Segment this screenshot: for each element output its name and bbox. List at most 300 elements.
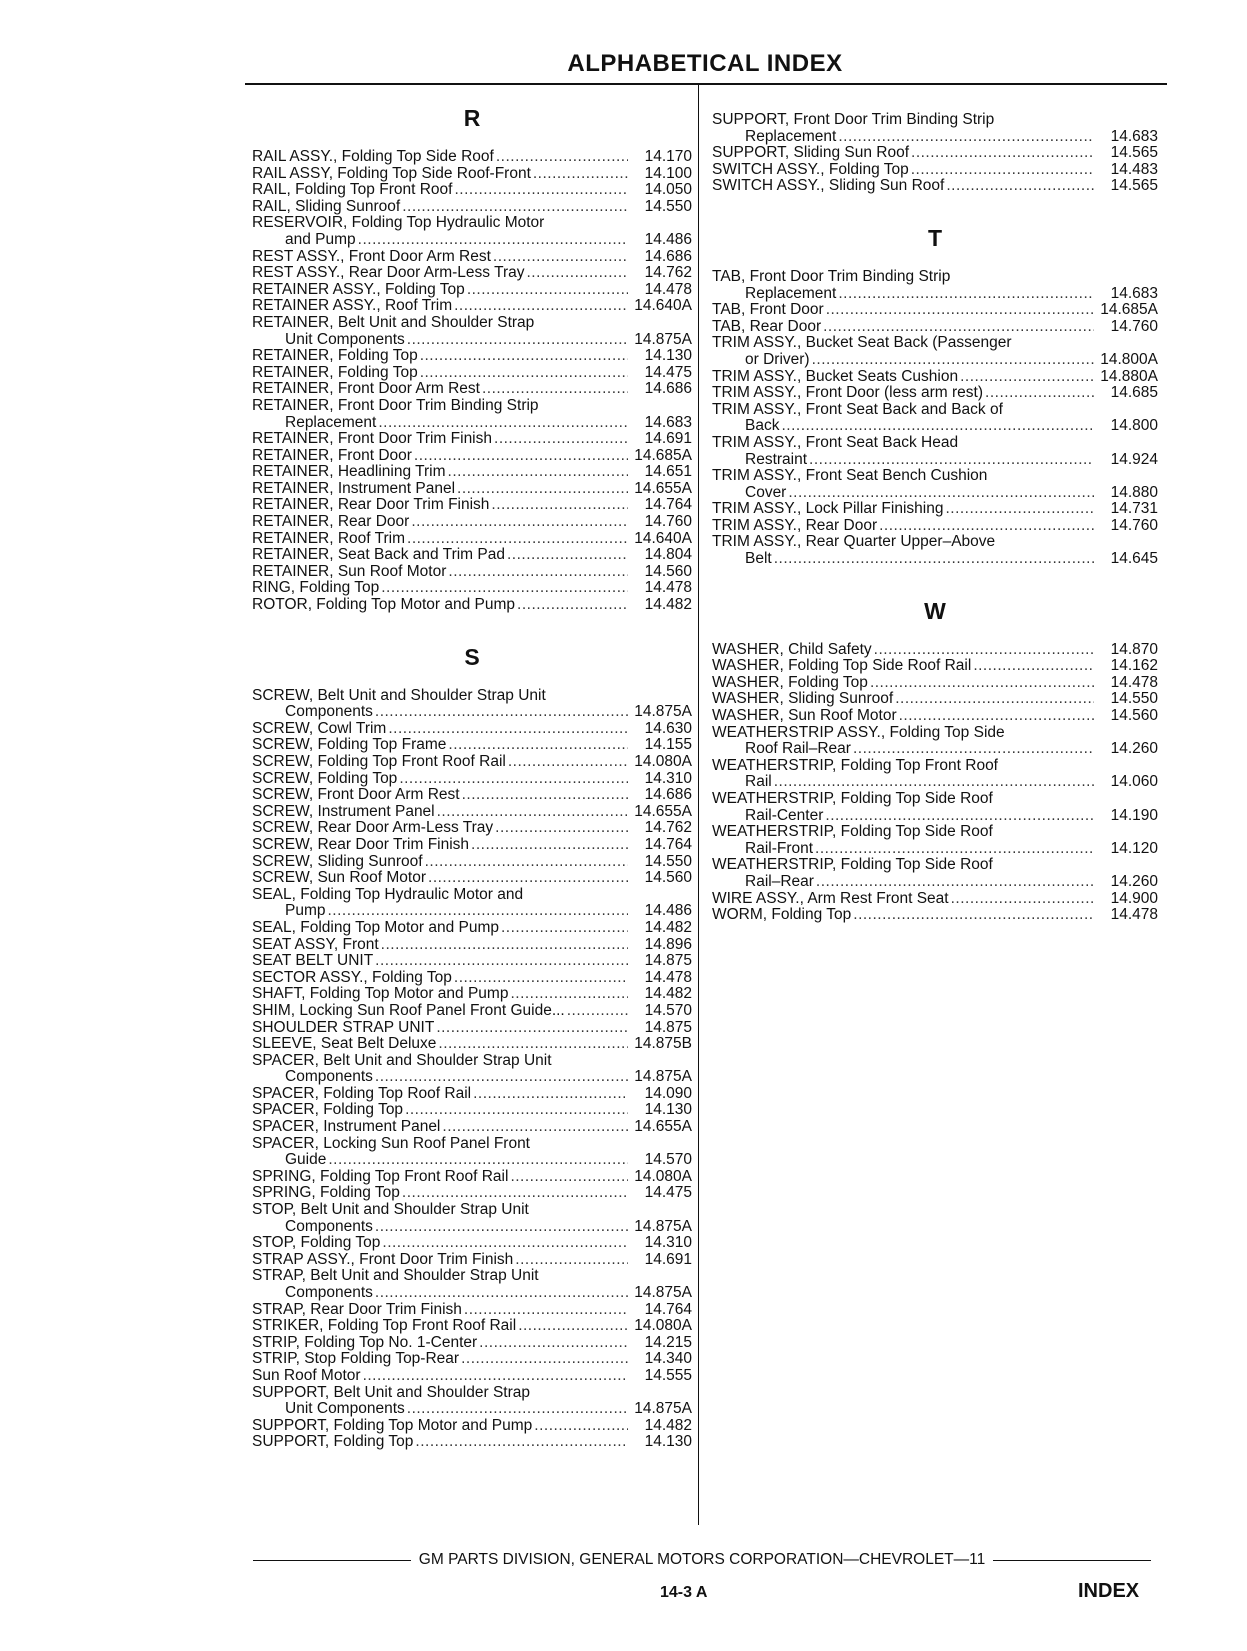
entry-label: SCREW, Sun Roof Motor xyxy=(252,869,427,887)
dot-leader xyxy=(381,580,628,597)
dot-leader xyxy=(457,481,628,498)
entry-label: RETAINER ASSY., Folding Top xyxy=(252,280,465,298)
entry-label: RETAINER, Front Door Trim Finish xyxy=(252,430,493,448)
dot-leader xyxy=(381,937,628,954)
dot-leader xyxy=(518,1318,628,1335)
entry-page-ref: 14.170 xyxy=(644,148,692,165)
entry-page-ref: 14.691 xyxy=(644,430,692,448)
entry-label: SEAT ASSY, Front xyxy=(252,935,379,953)
entry-page-ref: 14.080A xyxy=(634,753,692,770)
dot-leader xyxy=(853,907,1094,924)
right-column xyxy=(712,112,1158,924)
entry-label: WEATHERSTRIP, Folding Top Side Roof xyxy=(712,857,993,874)
entry-label: SPACER, Folding Top xyxy=(252,1101,404,1119)
index-entry xyxy=(252,481,692,498)
entry-label-continuation: Guide xyxy=(285,1151,327,1169)
index-entry xyxy=(712,824,1158,857)
entry-label: SCREW, Cowl Trim xyxy=(252,719,387,737)
entry-label: SWITCH ASSY., Folding Top xyxy=(712,160,909,178)
entry-label: TRIM ASSY., Bucket Seat Back (Passenger xyxy=(712,335,1012,352)
section-letter: S xyxy=(464,643,480,670)
entry-row xyxy=(252,1318,692,1335)
dot-leader xyxy=(407,531,628,548)
entry-row xyxy=(252,737,692,754)
index-entry xyxy=(712,658,1158,675)
index-entry xyxy=(252,564,692,581)
dot-leader xyxy=(402,1185,628,1202)
entry-label-continuation: Components xyxy=(285,1217,373,1235)
entry-page-ref: 14.686 xyxy=(644,380,692,398)
index-entry xyxy=(252,754,692,771)
entry-page-ref: 14.731 xyxy=(1110,500,1158,518)
left-column xyxy=(252,103,692,1451)
entry-page-ref: 14.260 xyxy=(1110,740,1158,758)
index-entry xyxy=(252,920,692,937)
dot-leader xyxy=(508,754,628,771)
dot-leader xyxy=(853,741,1094,758)
entry-label: SUPPORT, Sliding Sun Roof xyxy=(712,144,910,162)
index-entry xyxy=(252,787,692,804)
dot-leader xyxy=(382,1235,628,1252)
entry-label: RETAINER, Folding Top xyxy=(252,363,418,381)
entry-label: REST ASSY., Front Door Arm Rest xyxy=(252,247,491,265)
entry-row xyxy=(252,1119,692,1136)
entry-page-ref: 14.683 xyxy=(1110,127,1158,145)
dot-leader xyxy=(951,891,1094,908)
index-entry xyxy=(712,112,1158,145)
entry-label: SCREW, Sliding Sunroof xyxy=(252,852,423,870)
dot-leader xyxy=(567,1003,628,1020)
dot-leader xyxy=(436,1020,628,1037)
entry-page-ref: 14.880 xyxy=(1110,483,1158,501)
index-entry xyxy=(712,758,1158,791)
index-entry xyxy=(252,1252,692,1269)
entry-row xyxy=(712,129,1158,146)
index-entry xyxy=(252,854,692,871)
index-entry xyxy=(252,282,692,299)
footer-publisher-line xyxy=(253,1551,1151,1569)
dot-leader xyxy=(448,737,628,754)
index-entry xyxy=(712,435,1158,468)
entry-page-ref: 14.080A xyxy=(634,1317,692,1335)
dot-leader xyxy=(491,497,628,514)
index-entry xyxy=(712,269,1158,302)
entry-page-ref: 14.683 xyxy=(1110,284,1158,302)
entry-label: SPRING, Folding Top Front Roof Rail xyxy=(252,1167,509,1185)
dot-leader xyxy=(414,448,628,465)
entry-label: TAB, Rear Door xyxy=(712,317,822,335)
entry-label: SEAT BELT UNIT xyxy=(252,952,374,970)
dot-leader xyxy=(495,820,628,837)
entry-label-continuation: Components xyxy=(285,703,373,721)
index-entry xyxy=(252,1086,692,1103)
index-entry xyxy=(252,1202,692,1235)
entry-page-ref: 14.645 xyxy=(1110,550,1158,568)
dot-leader xyxy=(402,199,628,216)
index-entry xyxy=(252,1053,692,1086)
entry-page-ref: 14.482 xyxy=(644,918,692,936)
dot-leader xyxy=(812,352,1094,369)
entry-page-ref: 14.685 xyxy=(1110,384,1158,402)
dot-leader xyxy=(461,1351,628,1368)
entry-label: STRAP, Rear Door Trim Finish xyxy=(252,1300,462,1318)
dot-leader xyxy=(375,1219,628,1236)
entry-row xyxy=(252,149,692,166)
dot-leader xyxy=(448,564,628,581)
index-entry xyxy=(252,937,692,954)
index-entry xyxy=(252,1368,692,1385)
dot-leader xyxy=(454,182,628,199)
entry-page-ref: 14.764 xyxy=(644,835,692,853)
entry-page-ref: 14.875B xyxy=(634,1035,692,1053)
footer-rule-left xyxy=(253,1560,411,1561)
entry-label-continuation: Rail-Front xyxy=(745,839,814,857)
entry-label: SCREW, Folding Top Frame xyxy=(252,736,447,754)
index-entry xyxy=(712,501,1158,518)
entry-label-continuation: and Pump xyxy=(285,230,356,248)
entry-page-ref: 14.478 xyxy=(1110,906,1158,924)
entry-label: STRAP, Belt Unit and Shoulder Strap Unit xyxy=(252,1268,539,1285)
dot-leader xyxy=(527,265,629,282)
section-letter: R xyxy=(463,105,481,131)
entry-label-continuation: Replacement xyxy=(285,413,377,431)
entry-page-ref: 14.260 xyxy=(1110,872,1158,890)
entry-row xyxy=(252,1418,692,1435)
entry-row xyxy=(252,986,692,1003)
entry-label: RETAINER, Roof Trim xyxy=(252,529,406,547)
entry-row xyxy=(252,953,692,970)
entry-row xyxy=(252,754,692,771)
entry-label: REST ASSY., Rear Door Arm-Less Tray xyxy=(252,264,525,282)
index-entry xyxy=(252,1318,692,1335)
index-entry xyxy=(252,497,692,514)
entry-row xyxy=(252,1252,692,1269)
entry-page-ref: 14.565 xyxy=(1110,144,1158,162)
entry-row xyxy=(252,531,692,548)
index-entry xyxy=(252,547,692,564)
dot-leader xyxy=(838,286,1094,303)
dot-leader xyxy=(358,232,628,249)
entry-row xyxy=(712,385,1158,402)
index-entry xyxy=(252,870,692,887)
dot-leader xyxy=(411,514,628,531)
entry-label: WASHER, Folding Top Side Roof Rail xyxy=(712,657,972,675)
entry-label: RETAINER, Sun Roof Motor xyxy=(252,562,447,580)
entry-row xyxy=(252,771,692,788)
index-entry xyxy=(252,215,692,248)
entry-page-ref: 14.875 xyxy=(644,1018,692,1036)
entry-label: RAIL ASSY, Folding Top Side Roof-Front xyxy=(252,164,531,182)
entry-page-ref: 14.100 xyxy=(644,164,692,182)
entry-row xyxy=(712,452,1158,469)
entry-label-continuation: Roof Rail–Rear xyxy=(745,740,851,758)
entry-page-ref: 14.478 xyxy=(644,280,692,298)
entry-page-ref: 14.875 xyxy=(644,952,692,970)
entry-label: WEATHERSTRIP, Folding Top Side Roof xyxy=(712,791,993,807)
entry-label-continuation: Rail-Center xyxy=(745,806,824,824)
entry-page-ref: 14.762 xyxy=(644,819,692,837)
index-entry xyxy=(712,369,1158,386)
entry-row xyxy=(712,774,1158,791)
entry-label: RAIL ASSY., Folding Top Side Roof xyxy=(252,148,494,165)
entry-page-ref: 14.691 xyxy=(644,1250,692,1268)
index-entry xyxy=(252,1136,692,1169)
entry-row xyxy=(712,808,1158,825)
entry-page-ref: 14.478 xyxy=(1110,673,1158,691)
entry-page-ref: 14.630 xyxy=(644,719,692,737)
section-letter: T xyxy=(927,224,943,251)
entry-page-ref: 14.190 xyxy=(1110,806,1158,824)
index-entry xyxy=(252,1302,692,1319)
entry-row xyxy=(252,1401,692,1418)
entry-label: SLEEVE, Seat Belt Deluxe xyxy=(252,1035,437,1053)
entry-row xyxy=(252,564,692,581)
index-entry xyxy=(252,1102,692,1119)
entry-page-ref: 14.685A xyxy=(1100,301,1158,319)
dot-leader xyxy=(375,953,628,970)
entry-row xyxy=(252,448,692,465)
entry-label: RETAINER, Front Door Trim Binding Strip xyxy=(252,397,539,414)
entry-label: SEAL, Folding Top Motor and Pump xyxy=(252,918,499,936)
index-entry xyxy=(712,335,1158,368)
entry-page-ref: 14.800 xyxy=(1110,417,1158,435)
entry-label-continuation: Rail–Rear xyxy=(745,872,814,890)
entry-row xyxy=(252,580,692,597)
entry-page-ref: 14.800A xyxy=(1100,350,1158,368)
entry-row xyxy=(252,348,692,365)
entry-page-ref: 14.483 xyxy=(1110,160,1158,178)
dot-leader xyxy=(425,854,628,871)
entry-label: WEATHERSTRIP ASSY., Folding Top Side xyxy=(712,724,1005,741)
entry-page-ref: 14.924 xyxy=(1110,450,1158,468)
entry-page-ref: 14.550 xyxy=(644,852,692,870)
entry-page-ref: 14.120 xyxy=(1110,839,1158,857)
entry-page-ref: 14.060 xyxy=(1110,773,1158,791)
dot-leader xyxy=(911,162,1094,179)
entry-label: SPACER, Instrument Panel xyxy=(252,1118,441,1136)
entry-page-ref: 14.764 xyxy=(644,496,692,514)
entry-label: WASHER, Sliding Sunroof xyxy=(712,690,894,708)
index-entry xyxy=(252,580,692,597)
entry-page-ref: 14.875A xyxy=(634,703,692,721)
dot-leader xyxy=(482,381,628,398)
section-gap xyxy=(712,568,1158,596)
entry-label: WASHER, Sun Roof Motor xyxy=(712,707,897,725)
entry-row xyxy=(252,903,692,920)
dot-leader xyxy=(328,1152,628,1169)
index-entry xyxy=(712,178,1158,195)
index-entry xyxy=(712,162,1158,179)
entry-row xyxy=(712,741,1158,758)
entry-page-ref: 14.875A xyxy=(634,1284,692,1301)
entry-page-ref: 14.565 xyxy=(1110,177,1158,195)
entry-row xyxy=(712,907,1158,924)
dot-leader xyxy=(501,920,628,937)
entry-label: WASHER, Folding Top xyxy=(712,673,868,691)
entry-page-ref: 14.340 xyxy=(644,1350,692,1368)
index-entry xyxy=(252,182,692,199)
entry-label: SHIM, Locking Sun Roof Panel Front Guide... xyxy=(252,1001,565,1019)
dot-leader xyxy=(467,282,628,299)
dot-leader xyxy=(825,808,1094,825)
entry-row xyxy=(712,691,1158,708)
index-entry xyxy=(252,249,692,266)
section-letter: W xyxy=(924,597,946,624)
index-entry xyxy=(252,1036,692,1053)
dot-leader xyxy=(473,1086,628,1103)
entry-label: RETAINER, Front Door xyxy=(252,446,412,464)
index-entry xyxy=(252,166,692,183)
dot-leader xyxy=(375,704,628,721)
entry-row xyxy=(712,302,1158,319)
dot-leader xyxy=(464,1302,628,1319)
entry-label: SUPPORT, Folding Top Motor and Pump xyxy=(252,1416,533,1434)
entry-label: RETAINER, Seat Back and Trim Pad xyxy=(252,546,505,564)
index-entry xyxy=(712,675,1158,692)
entry-label: RETAINER, Folding Top xyxy=(252,347,418,365)
entry-label-continuation: Restraint xyxy=(745,450,808,468)
entry-label: SHOULDER STRAP UNIT xyxy=(252,1018,435,1036)
entry-page-ref: 14.686 xyxy=(644,786,692,804)
dot-leader xyxy=(879,518,1094,535)
entry-page-ref: 14.900 xyxy=(1110,889,1158,907)
index-entry xyxy=(252,986,692,1003)
dot-leader xyxy=(454,298,628,315)
entry-label: RAIL, Folding Top Front Roof xyxy=(252,181,453,199)
entry-label: SECTOR ASSY., Folding Top xyxy=(252,968,452,986)
dot-leader xyxy=(448,464,628,481)
entry-label: ROTOR, Folding Top Motor and Pump xyxy=(252,596,516,614)
entry-page-ref: 14.655A xyxy=(634,1118,692,1136)
dot-leader xyxy=(838,129,1094,146)
dot-leader xyxy=(946,178,1094,195)
dot-leader xyxy=(415,1434,628,1451)
entry-page-ref: 14.760 xyxy=(1110,317,1158,335)
page-number: 14-3 A xyxy=(660,1584,708,1601)
entry-row xyxy=(252,547,692,564)
index-entry xyxy=(252,298,692,315)
entry-label: STRIP, Folding Top No. 1-Center xyxy=(252,1333,478,1351)
entry-page-ref: 14.475 xyxy=(644,363,692,381)
dot-leader xyxy=(420,348,628,365)
entry-page-ref: 14.162 xyxy=(1110,657,1158,675)
dot-leader xyxy=(515,1252,628,1269)
entry-row xyxy=(252,431,692,448)
entry-label: WEATHERSTRIP, Folding Top Front Roof xyxy=(712,757,998,774)
entry-label: SUPPORT, Folding Top xyxy=(252,1433,414,1451)
entry-row xyxy=(252,870,692,887)
entry-page-ref: 14.875A xyxy=(634,1217,692,1235)
entry-label: WORM, Folding Top xyxy=(712,906,852,924)
entry-page-ref: 14.640A xyxy=(634,297,692,315)
dot-leader xyxy=(533,166,628,183)
dot-leader xyxy=(815,841,1094,858)
entry-page-ref: 14.130 xyxy=(644,1101,692,1119)
index-entry xyxy=(252,199,692,216)
footer-publisher: GM PARTS DIVISION, GENERAL MOTORS CORPORATION—CHEVROLET—11 xyxy=(418,1551,986,1568)
dot-leader xyxy=(420,365,628,382)
entry-label-continuation: Unit Components xyxy=(285,1400,405,1418)
index-entry xyxy=(712,385,1158,402)
entry-page-ref: 14.560 xyxy=(644,562,692,580)
entry-row xyxy=(252,937,692,954)
entry-label: TRIM ASSY., Front Seat Back and Back of xyxy=(712,401,1003,418)
entry-row xyxy=(252,1020,692,1037)
entry-row xyxy=(712,708,1158,725)
entry-label: RETAINER, Rear Door Trim Finish xyxy=(252,496,490,514)
entry-row xyxy=(252,597,692,614)
entry-row xyxy=(252,804,692,821)
page-title: ALPHABETICAL INDEX xyxy=(567,50,843,77)
index-entry xyxy=(252,398,692,431)
entry-page-ref: 14.155 xyxy=(644,736,692,754)
dot-leader xyxy=(442,1119,628,1136)
entry-page-ref: 14.651 xyxy=(644,463,692,481)
entry-label: WASHER, Child Safety xyxy=(712,640,872,658)
entry-label-continuation: Replacement xyxy=(745,284,837,302)
entry-page-ref: 14.760 xyxy=(644,513,692,531)
entry-label: RETAINER, Rear Door xyxy=(252,513,410,531)
entry-label: SCREW, Front Door Arm Rest xyxy=(252,786,460,804)
entry-page-ref: 14.685A xyxy=(634,446,692,464)
index-entry xyxy=(712,907,1158,924)
entry-row xyxy=(712,891,1158,908)
dot-leader xyxy=(405,1102,628,1119)
dot-leader xyxy=(826,302,1094,319)
index-entry xyxy=(252,365,692,382)
entry-page-ref: 14.870 xyxy=(1110,640,1158,658)
entry-label: TRIM ASSY., Front Seat Bench Cushion xyxy=(712,468,988,485)
entry-label: RETAINER, Instrument Panel xyxy=(252,479,456,497)
index-entry xyxy=(252,820,692,837)
entry-page-ref: 14.555 xyxy=(644,1366,692,1384)
entry-page-ref: 14.640A xyxy=(634,529,692,547)
entry-label: TAB, Front Door Trim Binding Strip xyxy=(712,268,951,285)
index-entry xyxy=(712,708,1158,725)
dot-leader xyxy=(378,415,628,432)
dot-leader xyxy=(375,1069,628,1086)
entry-label: WIRE ASSY., Arm Rest Front Seat xyxy=(712,889,949,907)
index-entry xyxy=(252,265,692,282)
entry-page-ref: 14.130 xyxy=(644,1433,692,1451)
entry-page-ref: 14.655A xyxy=(634,802,692,820)
dot-leader xyxy=(960,369,1094,386)
entry-page-ref: 14.683 xyxy=(644,413,692,431)
footer-rule-right xyxy=(993,1560,1151,1561)
entry-page-ref: 14.560 xyxy=(1110,707,1158,725)
entry-label: TRIM ASSY., Rear Quarter Upper–Above xyxy=(712,534,996,551)
entry-row xyxy=(252,282,692,299)
section-tag: INDEX xyxy=(1078,1580,1140,1602)
entry-row xyxy=(252,970,692,987)
dot-leader xyxy=(462,787,628,804)
entry-page-ref: 14.686 xyxy=(644,247,692,265)
entry-row xyxy=(252,1152,692,1169)
dot-leader xyxy=(407,332,628,349)
entry-label: SPACER, Folding Top Roof Rail xyxy=(252,1084,472,1102)
entry-row xyxy=(252,1235,692,1252)
entry-row xyxy=(712,518,1158,535)
entry-label: SCREW, Rear Door Arm-Less Tray xyxy=(252,819,494,837)
entry-page-ref: 14.478 xyxy=(644,968,692,986)
entry-row xyxy=(252,837,692,854)
entry-row xyxy=(252,332,692,349)
dot-leader xyxy=(428,870,628,887)
entry-page-ref: 14.215 xyxy=(644,1333,692,1351)
index-entry xyxy=(252,464,692,481)
index-entry xyxy=(252,804,692,821)
entry-label-continuation: Pump xyxy=(285,902,326,920)
